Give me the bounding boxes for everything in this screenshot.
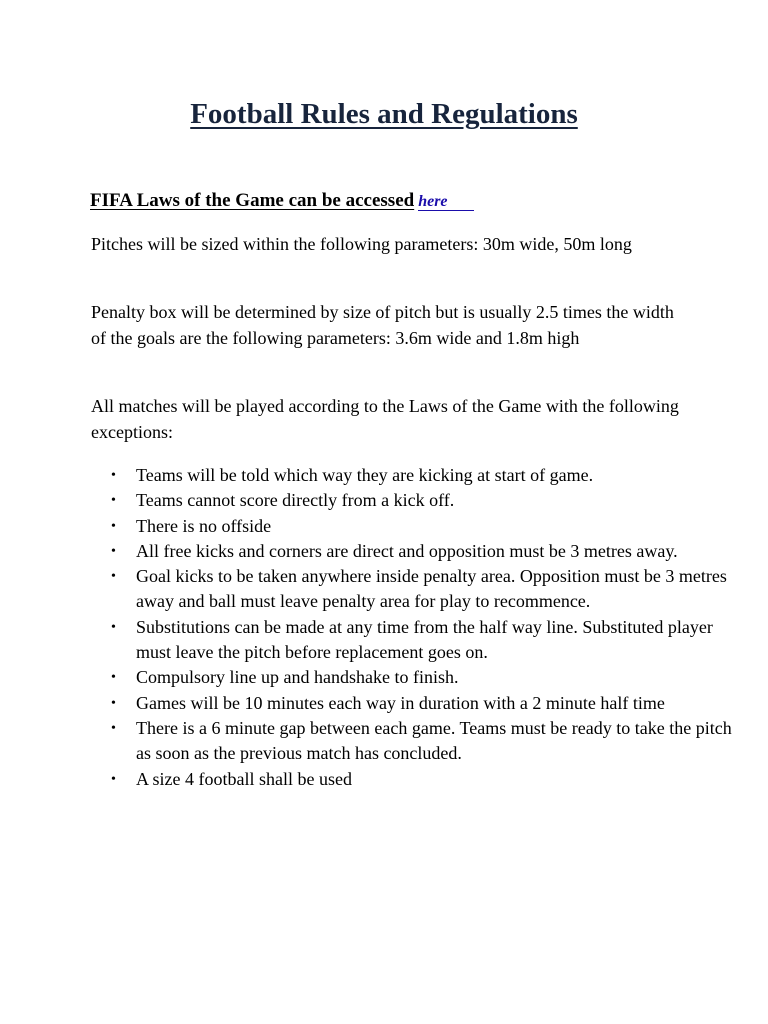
bullet-icon: • [111, 468, 116, 483]
bullet-icon: • [111, 493, 116, 509]
laws-subheading-text: FIFA Laws of the Game can be accessed [90, 190, 415, 211]
penalty-box-paragraph: Penalty box will be determined by size of pitch but is usually 2.5 times the width of the goals are the following parameters: 3.6m wide and 1.8m high [91, 302, 674, 348]
rule-text: Compulsory line up and handshake to finish. [136, 667, 459, 688]
rule-text: A size 4 football shall be used [136, 768, 352, 789]
list-item [111, 539, 736, 564]
laws-link[interactable]: here [418, 193, 473, 211]
list-item [111, 716, 736, 767]
list-item [111, 767, 736, 792]
bullet-icon: • [111, 518, 116, 534]
rule-text: Substitutions can be made at any time from the half way line. Substituted player must leave the pitch before replacement goes on. [136, 616, 713, 663]
page-title-text: Football Rules and Regulations [190, 98, 578, 130]
exceptions-intro-paragraph: All matches will be played according to the Laws of the Game with the following exceptions: [91, 396, 679, 442]
list-item [111, 488, 736, 513]
list-item [111, 615, 736, 666]
bullet-icon: • [111, 543, 116, 559]
rule-text: Goal kicks to be taken anywhere inside penalty area. Opposition must be 3 metres away and ball must leave penalty area for play to recommence. [136, 566, 727, 612]
rule-text: Teams cannot score directly from a kick off. [136, 490, 455, 511]
list-item [111, 665, 736, 690]
rule-text: Teams will be told which way they are kicking at start of game. [136, 465, 594, 485]
rule-text: All free kicks and corners are direct and opposition must be 3 metres away. [136, 540, 678, 561]
page-title [0, 94, 768, 134]
laws-subheading [90, 188, 474, 215]
pitch-size-paragraph: Pitches will be sized within the following parameters: 30m wide, 50m long [91, 234, 632, 254]
list-item [111, 514, 736, 539]
list-item [111, 564, 736, 615]
bullet-icon: • [111, 569, 116, 585]
rule-text: Games will be 10 minutes each way in duration with a 2 minute half time [136, 692, 665, 713]
bullet-icon: • [111, 619, 116, 635]
bullet-icon: • [111, 771, 116, 787]
bullet-icon: • [111, 720, 116, 736]
list-item [111, 691, 736, 716]
bullet-icon: • [111, 695, 116, 711]
rules-list [91, 463, 736, 792]
rule-text: There is a 6 minute gap between each game. Teams must be ready to take the pitch as soon as the previous match has concluded. [136, 717, 732, 764]
list-item [111, 463, 736, 488]
rule-text: There is no offside [136, 515, 272, 536]
bullet-icon: • [111, 670, 116, 686]
